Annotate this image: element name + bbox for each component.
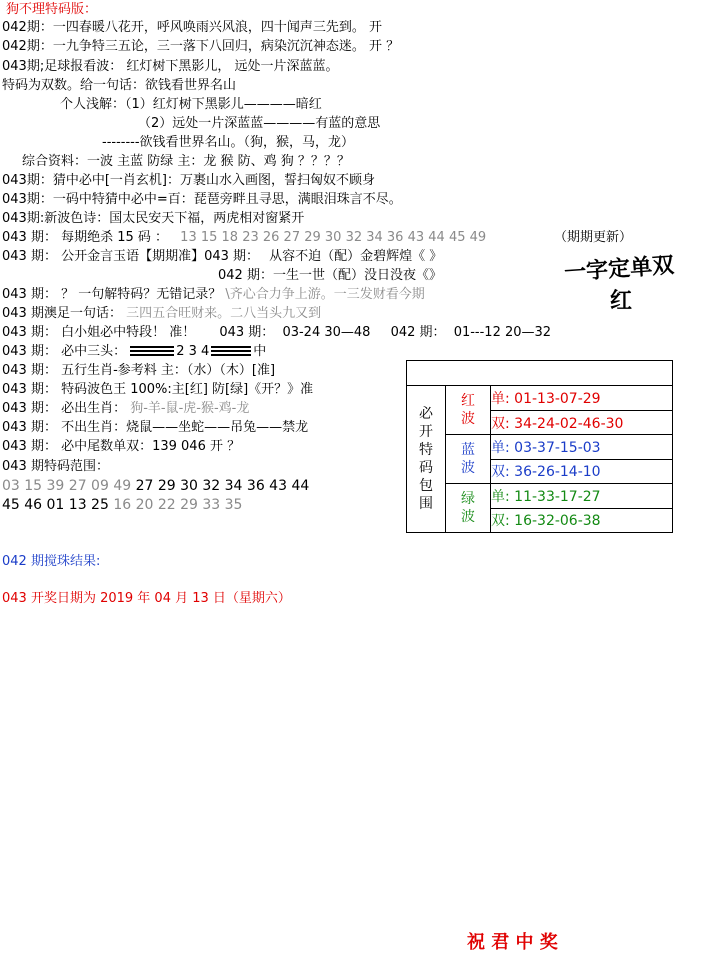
wave-green-c1: 绿 — [461, 491, 475, 508]
result-line: 042 期搅珠结果: — [2, 554, 101, 569]
blue-odd-label: 单: — [491, 439, 510, 456]
jinyan-text1: 从容不迫（配）金碧辉煌《 》 — [269, 249, 443, 264]
fanwei-row1 — [2, 478, 309, 494]
line-aozu — [2, 306, 321, 322]
blue-even-label: 双: — [491, 464, 510, 481]
line-baixiaojie — [2, 325, 551, 341]
bichu-label: 043 期： 必出生肖： — [2, 401, 127, 416]
red-even-row — [491, 410, 673, 434]
side-char: 围 — [419, 496, 433, 513]
line-bose: 043 期： 特码波色王 100%:主[红] 防[绿]《开？》准 — [2, 382, 314, 397]
side-char: 包 — [419, 478, 433, 495]
fanwei-row2 — [2, 497, 242, 513]
line-football: 043期;足球报看波： 红灯树下黑影儿， 远处一片深蓝蓝。 — [2, 59, 339, 74]
green-odd-row — [491, 484, 673, 508]
side-char: 开 — [419, 424, 433, 441]
wave-blue-c1: 蓝 — [461, 442, 475, 459]
stamp-line1: 一字定单双 — [563, 252, 675, 286]
wave-blue-c2: 波 — [461, 460, 475, 477]
side-char: 码 — [419, 460, 433, 477]
bichu-text: 狗-羊-鼠-虎-猴-鸡-龙 — [130, 401, 250, 416]
santou-label: 043 期： 必中三头： — [2, 344, 127, 359]
jiema-hint: \齐心合力争上游。一三发财看今期 — [225, 287, 425, 302]
blue-odd-nums: 03-37-15-03 — [514, 439, 601, 456]
blue-even-row — [491, 459, 673, 483]
line-buchu: 043 期： 不出生肖：烧鼠——坐蛇——吊兔——禁龙 — [2, 420, 309, 435]
red-even-nums: 34-24-02-46-30 — [514, 415, 624, 432]
green-odd-label: 单: — [491, 488, 510, 505]
line-fanwei: 043 期特码范围： — [2, 459, 109, 474]
green-even-row — [491, 508, 673, 532]
line-042-a: 042期：一四春暖八花开，呼风唤雨兴风浪，四十闻声三先到。 开 — [2, 20, 382, 35]
bars-left — [130, 346, 174, 358]
red-odd-row — [491, 386, 673, 410]
sha-label: 043 期： 每期绝杀 15 码 ： — [2, 230, 169, 245]
stamp-line2: 红 — [610, 288, 633, 314]
line-042-b: 042期：一九争特三五论，三一落下八回归，病染沉沉神态迷。 开 ？ — [2, 39, 400, 54]
jiema-label: 043 期： ？ 一句解特码？无错记录？ — [2, 287, 222, 302]
line-bichu — [2, 401, 249, 417]
bxj-a-label: 043 期： — [219, 325, 275, 340]
line-summary: 综合资料：一波 主蓝 防绿 主：龙 猴 防、鸡 狗 ？？？？ — [22, 154, 350, 169]
sha-update: （期期更新） — [554, 230, 633, 245]
bxj-a-text: 03-24 30—48 — [282, 325, 371, 340]
bxj-label: 043 期： 白小姐必中特段！ 准！ — [2, 325, 196, 340]
line-analysis-2: （2）远处一片深蓝蓝————有蓝的意思 — [138, 116, 381, 131]
line-analysis-3: --------欲钱看世界名山。（狗，猴，马，龙） — [102, 135, 355, 150]
wave-table — [406, 360, 673, 533]
line-sha — [2, 230, 486, 246]
footer-blessing: 祝 君 中 奖 — [467, 932, 558, 953]
santou-nums: 2 3 4 — [176, 344, 210, 359]
sha-numbers: 13 15 18 23 26 27 29 30 32 34 36 43 44 45 49 — [180, 230, 487, 245]
line-yima: 043期：一码中特猜中必中=百：琵琶旁畔且寻思，满眼泪珠言不尽。 — [2, 192, 402, 207]
line-bose-poem: 043期:新波色诗：国太民安天下福，两虎相对窗紧开 — [2, 211, 305, 226]
bxj-b-label: 042 期： — [390, 325, 446, 340]
wave-red-c2: 波 — [461, 411, 475, 428]
wave-red — [446, 386, 491, 435]
blue-even-nums: 36-26-14-10 — [514, 464, 601, 481]
line-analysis-1: 个人浅解：（1）红灯树下黑影儿————暗红 — [60, 97, 322, 112]
red-odd-label: 单: — [491, 391, 510, 408]
green-even-nums: 16-32-06-38 — [514, 513, 601, 530]
line-wuxing: 043 期： 五行生肖-参考料 主：（水）（木）[准] — [2, 363, 276, 378]
bars-right — [211, 346, 251, 358]
fanwei-row1-black: 27 29 30 32 34 36 43 44 — [135, 478, 310, 494]
line-double: 特码为双数。给一句话：欲钱看世界名山 — [2, 78, 237, 93]
blue-odd-row — [491, 435, 673, 459]
jinyan-label: 043 期： 公开金言玉语【期期准】043 期： — [2, 249, 260, 264]
line-jinyan — [2, 249, 442, 265]
wave-green-c2: 波 — [461, 509, 475, 526]
line-xuanji: 043期：猜中必中[一肖玄机]：万裹山水入画图，誓扫匈奴不顾身 — [2, 173, 375, 188]
aozu-label: 043 期澳足一句话： — [2, 306, 122, 321]
page-title: 狗不理特码版： — [6, 2, 98, 17]
red-even-label: 双: — [491, 415, 510, 432]
line-weishu: 043 期： 必中尾数单双：139 046 开 ？ — [2, 439, 241, 454]
table-side — [407, 386, 446, 533]
wave-blue — [446, 435, 491, 484]
line-santou — [2, 344, 266, 360]
table-header-blank — [407, 361, 673, 386]
bxj-b-text: 01---12 20—32 — [453, 325, 552, 340]
red-odd-nums: 01-13-07-29 — [514, 391, 601, 408]
side-char: 特 — [419, 442, 433, 459]
line-jiema — [2, 287, 425, 303]
aozu-text: 三四五合旺财来。二八当头九又到 — [126, 306, 322, 321]
fanwei-row2-black: 45 46 01 13 25 — [2, 497, 109, 513]
fanwei-row1-gray: 03 15 39 27 09 49 — [2, 478, 132, 494]
wave-red-c1: 红 — [461, 393, 475, 410]
side-char: 必 — [419, 406, 433, 423]
jinyan-text2: 042 期：一生一世（配）没日没夜《》 — [218, 268, 442, 283]
green-odd-nums: 11-33-17-27 — [514, 488, 601, 505]
fanwei-row2-gray: 16 20 22 29 33 35 — [113, 497, 243, 513]
draw-date: 043 开奖日期为 2019 年 04 月 13 日（星期六） — [2, 591, 291, 606]
green-even-label: 双: — [491, 513, 510, 530]
santou-tail: 中 — [253, 344, 267, 359]
wave-green — [446, 484, 491, 533]
